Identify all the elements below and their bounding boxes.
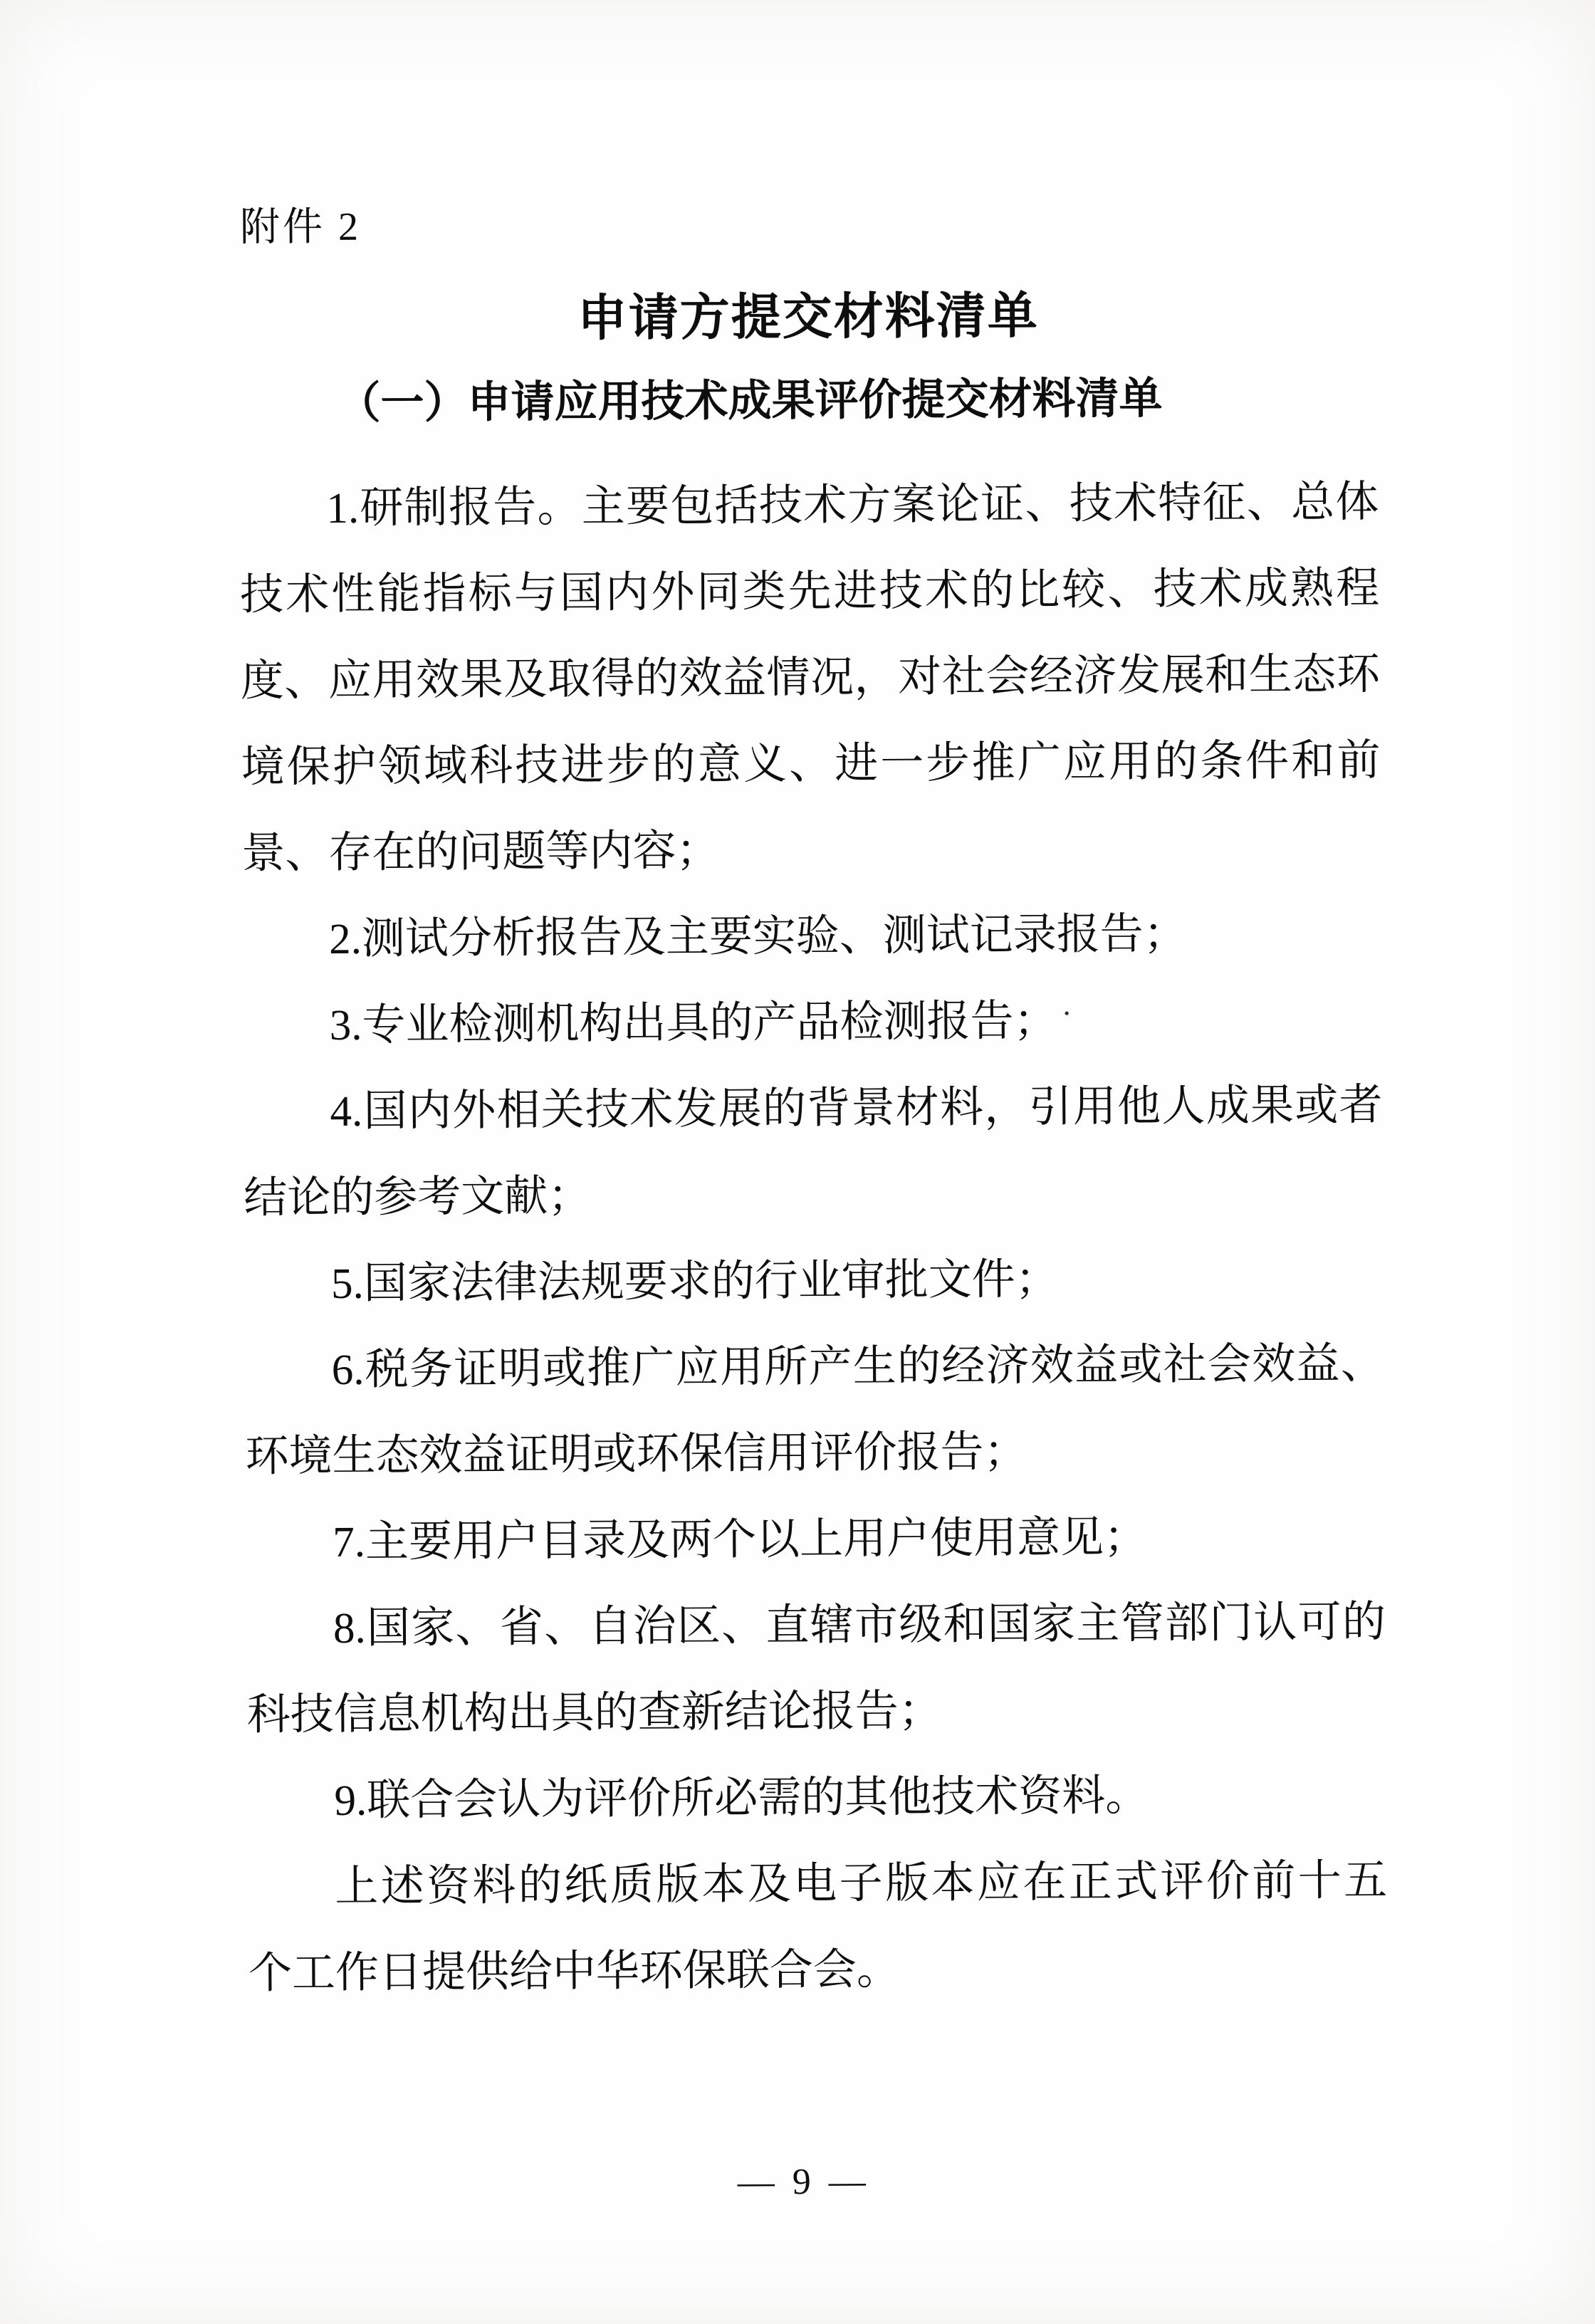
body-line: 科技信息机构出具的查新结论报告； [246,1687,942,1739]
body-line: 个工作日提供给中华环保联合会。 [248,1946,901,1998]
attachment-label: 附件 2 [239,204,362,250]
body-line: 9.联合会认为评价所必需的其他技术资料。 [334,1772,1149,1825]
body-line: 度、应用效果及取得的效益情况，对社会经济发展和生态环 [240,650,1381,706]
section-heading: （一）申请应用技术成果评价提交材料清单 [337,373,1163,427]
body-line: 4.国内外相关技术发展的背景材料，引用他人成果或者 [330,1081,1383,1136]
body-line: 2.测试分析报告及主要实验、测试记录报告； [328,910,1188,964]
body-line: 结论的参考文献； [244,1172,592,1223]
body-line: 景、存在的问题等内容； [241,827,720,878]
body-line: 5.国家法律法规要求的行业审批文件； [330,1255,1059,1309]
body-line: 3.专业检测机构出具的产品检测报告； [329,997,1057,1050]
body-lines [239,459,1388,2017]
body-line: 1.研制报告。主要包括技术方案论证、技术特征、总体 [326,478,1379,533]
body-line: 8.国家、省、自治区、直辖市级和国家主管部门认可的 [333,1598,1386,1653]
body-line: 7.主要用户目录及两个以上用户使用意见； [333,1514,1148,1566]
scan-artifact-dot: · [1061,995,1072,1031]
body-line: 上述资料的纸质版本及电子版本应在正式评价前十五 [335,1856,1388,1911]
page-title: 申请方提交材料清单 [577,287,1039,346]
body-line: 技术性能指标与国内外同类先进技术的比较、技术成熟程 [239,564,1380,619]
body-line: 境保护领域科技进步的意义、进一步推广应用的条件和前 [241,736,1381,792]
body-line: 6.税务证明或推广应用所产生的经济效益或社会效益、 [331,1339,1384,1395]
page-number: — 9 — [737,2161,870,2203]
body-line: 环境生态效益证明或环保信用评价报告； [245,1428,1027,1481]
